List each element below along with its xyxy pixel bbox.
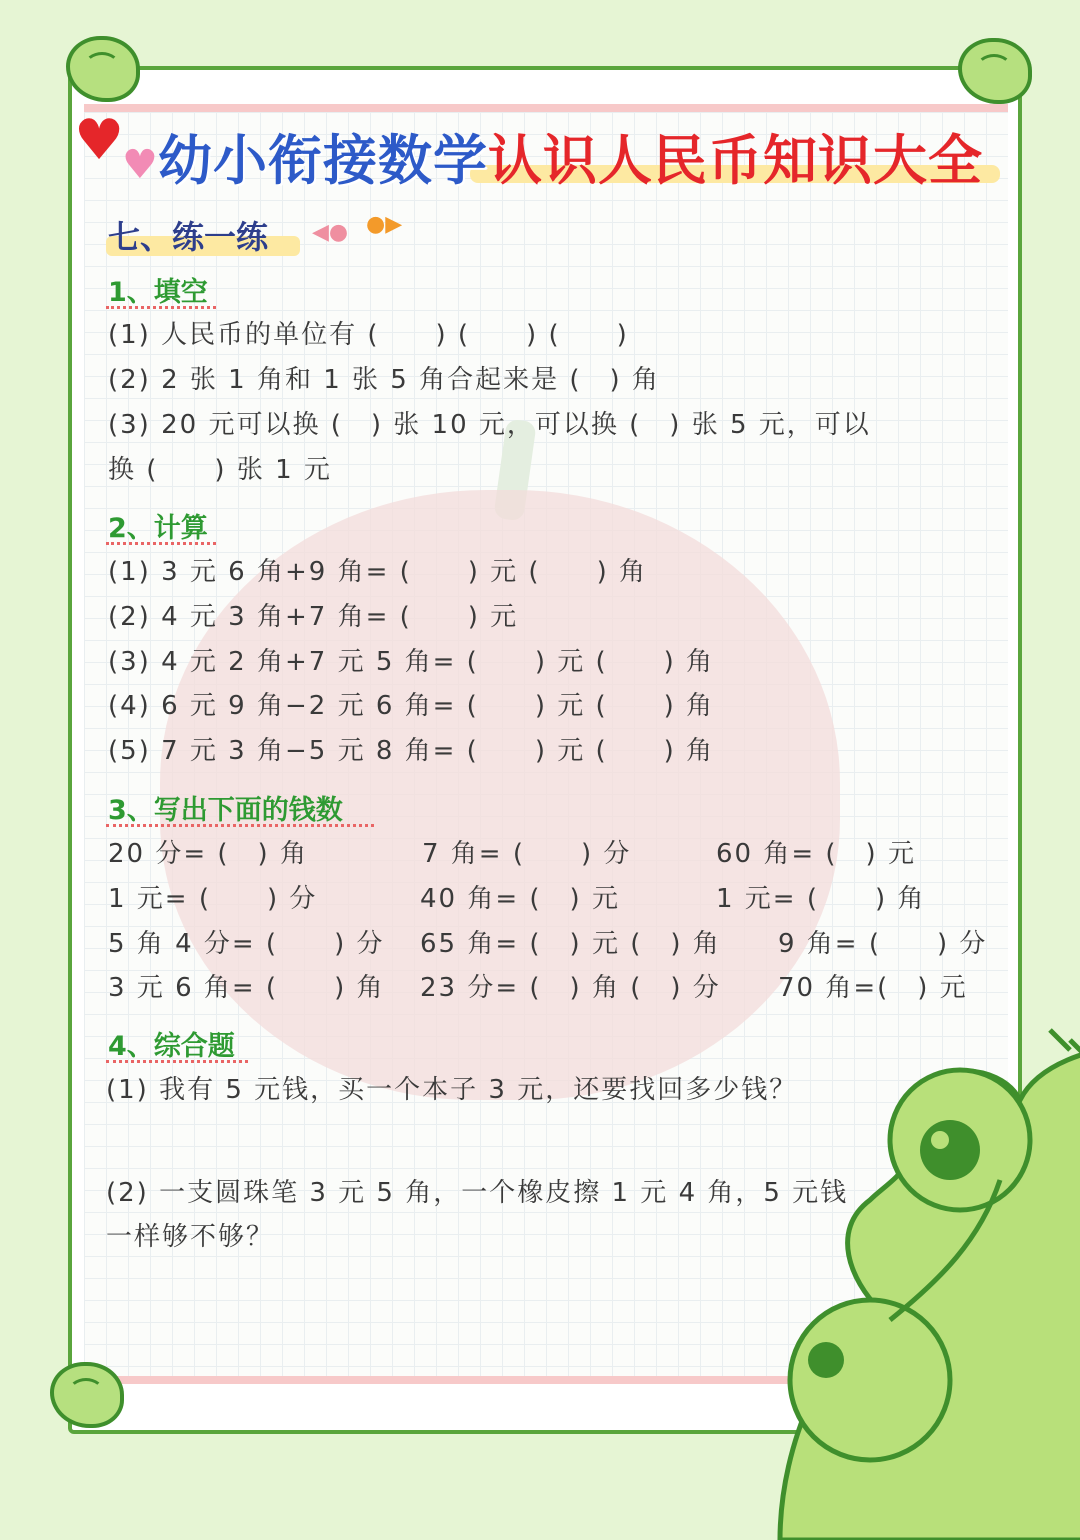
heart-icon: ♥ xyxy=(74,108,125,173)
q2-line-3: (3) 4 元 2 角+7 元 5 角= ( ) 元 ( ) 角 xyxy=(108,647,715,677)
heading-underline xyxy=(106,300,216,309)
q1-line-3: (3) 20 元可以换 ( ) 张 10 元，可以换 ( ) 张 5 元，可以 xyxy=(108,410,871,440)
heading-underline xyxy=(106,536,216,545)
title-part-red: 认识人民币知识大全 xyxy=(488,129,983,192)
q3-r4-c3: 70 角=( ) 元 xyxy=(778,973,968,1003)
q4-line-2: (2) 一支圆珠笔 3 元 5 角，一个橡皮擦 1 元 4 角，5 元钱 xyxy=(106,1178,849,1208)
q2-line-2: (2) 4 元 3 角+7 角= ( ) 元 xyxy=(108,602,519,632)
q1-line-4: 换 ( ) 张 1 元 xyxy=(108,455,332,485)
q3-r4-c1: 3 元 6 角= ( ) 角 xyxy=(108,973,385,1003)
q1-line-1: (1) 人民币的单位有 ( ) ( ) ( ) xyxy=(108,320,629,350)
heading-underline xyxy=(106,1054,248,1063)
q3-r1-c2: 7 角= ( ) 分 xyxy=(422,839,632,869)
q3-r1-c1: 20 分= ( ) 角 xyxy=(108,839,308,869)
q3-r3-c3: 9 角= ( ) 分 xyxy=(778,929,988,959)
q1-heading: 1、填空 xyxy=(108,277,208,308)
q2-line-1: (1) 3 元 6 角+9 角= ( ) 元 ( ) 角 xyxy=(108,557,647,587)
q3-r1-c3: 60 角= ( ) 元 xyxy=(716,839,916,869)
q3-r3-c2: 65 角= ( ) 元 ( ) 角 xyxy=(420,929,721,959)
frog-illustration xyxy=(770,1020,1080,1540)
q3-r4-c2: 23 分= ( ) 角 ( ) 分 xyxy=(420,973,721,1003)
q1-line-2: (2) 2 张 1 角和 1 张 5 角合起来是 ( ) 角 xyxy=(108,365,660,395)
pink-fish-icon: ◀● xyxy=(312,220,349,245)
q2-line-4: (4) 6 元 9 角−2 元 6 角= ( ) 元 ( ) 角 xyxy=(108,691,715,721)
pink-heart-icon: ♥ xyxy=(122,142,158,188)
orange-fish-icon: ●▶ xyxy=(366,212,403,237)
q4-line-3: 一样够不够？ xyxy=(106,1222,275,1252)
q2-heading: 2、计算 xyxy=(108,513,208,544)
page-title xyxy=(158,118,983,195)
q4-line-1: (1) 我有 5 元钱，买一个本子 3 元，还要找回多少钱？ xyxy=(106,1075,798,1105)
section-heading: 七、练一练 xyxy=(108,218,269,256)
q3-r2-c3: 1 元= ( ) 角 xyxy=(716,884,926,914)
q3-r2-c2: 40 角= ( ) 元 xyxy=(420,884,620,914)
q4-heading: 4、综合题 xyxy=(108,1031,235,1062)
q2-line-5: (5) 7 元 3 角−5 元 8 角= ( ) 元 ( ) 角 xyxy=(108,736,715,766)
clover-decoration-bottom-left xyxy=(50,1362,124,1428)
q3-heading: 3、写出下面的钱数 xyxy=(108,795,343,826)
q3-r3-c1: 5 角 4 分= ( ) 分 xyxy=(108,929,385,959)
heading-underline xyxy=(106,818,374,827)
q3-r2-c1: 1 元= ( ) 分 xyxy=(108,884,318,914)
title-part-blue: 幼小衔接数学 xyxy=(158,129,488,192)
